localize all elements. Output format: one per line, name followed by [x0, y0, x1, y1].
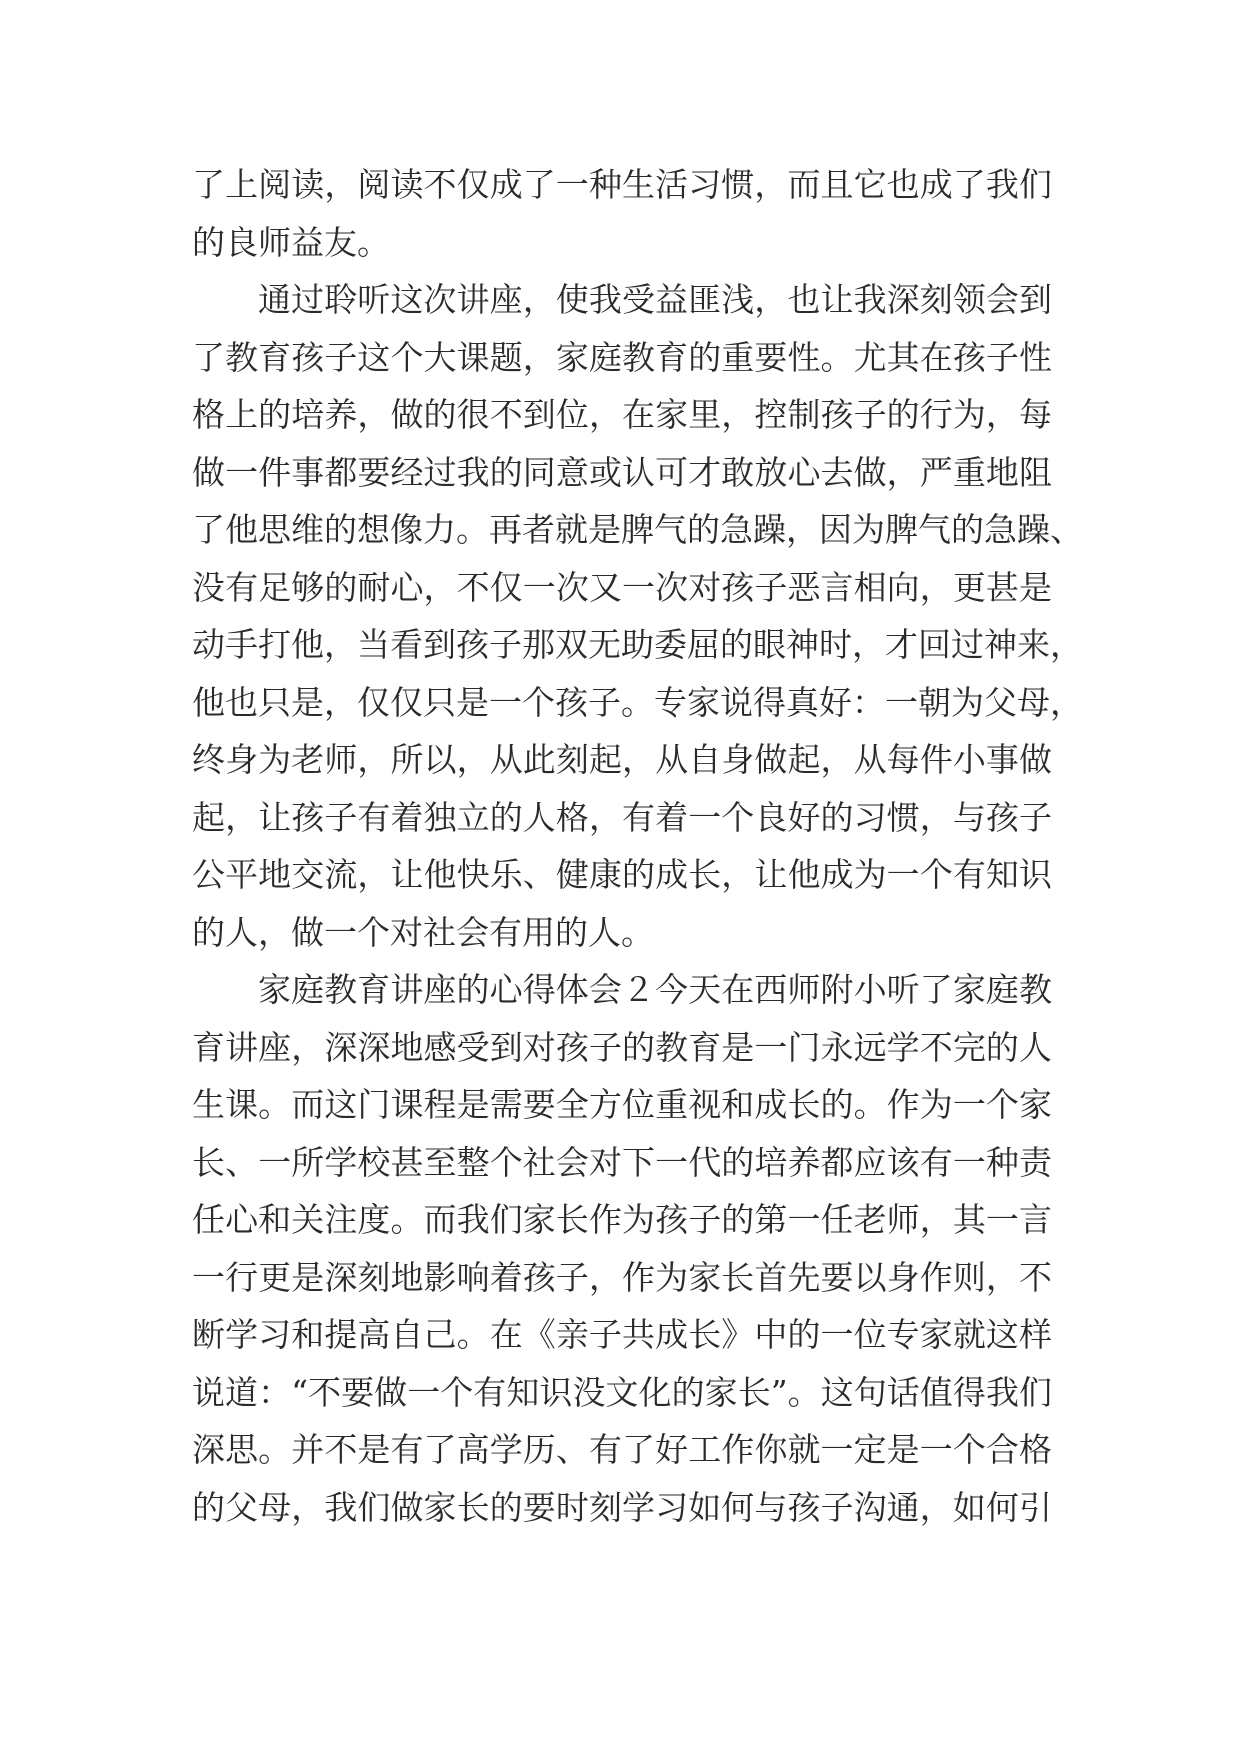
text-line: 了上阅读，阅读不仅成了一种生活习惯，而且它也成了我们: [192, 165, 1052, 204]
text-line: 了教育孩子这个大课题，家庭教育的重要性。尤其在孩子性: [192, 337, 1052, 377]
text-line: 断学习和提高自己。在《亲子共成长》中的一位专家就这样: [192, 1315, 1052, 1354]
text-line: 做一件事都要经过我的同意或认可才敢放心去做，严重地阻: [192, 452, 1052, 492]
text-line: 终身为老师，所以，从此刻起，从自身做起，从每件小事做: [192, 740, 1052, 779]
text-line: 了他思维的想像力。再者就是脾气的急躁，因为脾气的急躁、: [192, 510, 1083, 549]
text-line: 深思。并不是有了高学历、有了好工作你就一定是一个合格: [192, 1430, 1052, 1469]
paragraph-first-line: 家庭教育讲座的心得体会２今天在西师附小听了家庭教: [258, 970, 1052, 1009]
text-line: 生课。而这门课程是需要全方位重视和成长的。作为一个家: [192, 1085, 1052, 1124]
text-line: 一行更是深刻地影响着孩子，作为家长首先要以身作则，不: [192, 1257, 1052, 1297]
text-line: 格上的培养，做的很不到位，在家里，控制孩子的行为，每: [192, 395, 1052, 434]
text-line: 说道：“不要做一个有知识没文化的家长”。这句话值得我们: [192, 1372, 1052, 1412]
text-line: 起，让孩子有着独立的人格，有着一个良好的习惯，与孩子: [192, 797, 1052, 837]
document-body: [192, 156, 1083, 1536]
text-line: 长、一所学校甚至整个社会对下一代的培养都应该有一种责: [192, 1142, 1052, 1182]
text-line: 公平地交流，让他快乐、健康的成长，让他成为一个有知识: [192, 855, 1052, 894]
text-line: 他也只是，仅仅只是一个孩子。专家说得真好：一朝为父母，: [192, 682, 1083, 722]
text-line: 育讲座，深深地感受到对孩子的教育是一门永远学不完的人: [192, 1027, 1052, 1067]
text-line: 没有足够的耐心，不仅一次又一次对孩子恶言相向，更甚是: [192, 567, 1052, 607]
paragraph-first-line: 通过聆听这次讲座，使我受益匪浅，也让我深刻领会到: [258, 280, 1052, 319]
text-line: 的父母，我们做家长的要时刻学习如何与孩子沟通，如何引: [192, 1487, 1052, 1527]
text-line: 任心和关注度。而我们家长作为孩子的第一任老师，其一言: [192, 1200, 1052, 1239]
text-line: 的人，做一个对社会有用的人。: [192, 912, 654, 952]
text-line: 动手打他，当看到孩子那双无助委屈的眼神时，才回过神来，: [192, 625, 1083, 664]
text-line: 的良师益友。: [192, 222, 390, 262]
